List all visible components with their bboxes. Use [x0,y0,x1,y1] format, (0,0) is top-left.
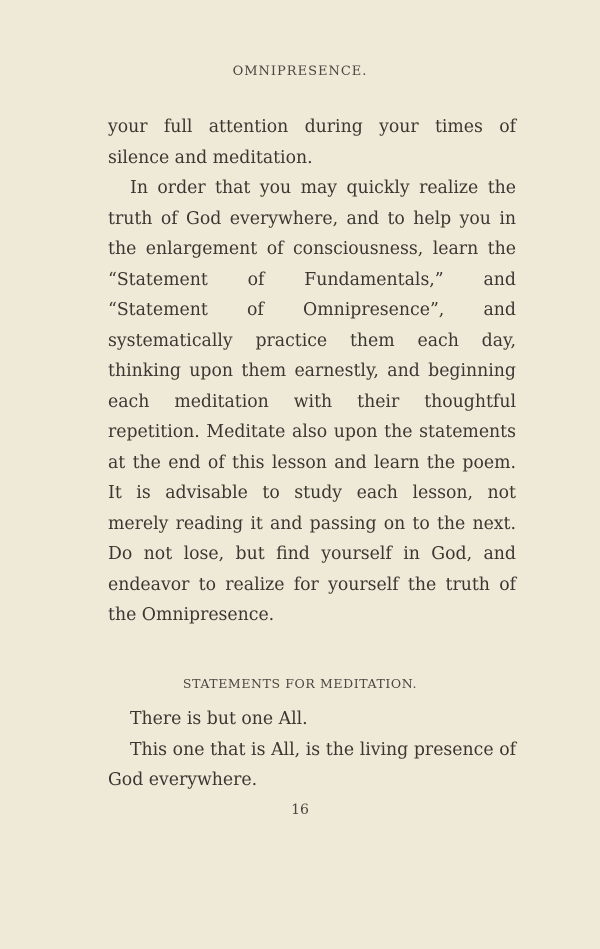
paragraph-instructions: In order that you may quickly realize the truth of God everywhere, and to help you in the enlargement of consciousness, learn the “Statement of Fundamentals,” and “Statement of Omnipresence”, and systematically practice them each day, thinking upon them earnestly, and beginning each meditation with their thoughtful repetition. Meditate also upon the statements at the end of this lesson and learn the poem. It is advisable to study each lesson, not merely reading it and passing on to the next. Do not lose, but find yourself in God, and endeavor to realize for yourself the truth of the Omnipresence. [108,178,516,625]
paragraph-continuation: your full attention during your times of silence and meditation. [108,117,516,168]
running-head: OMNIPRESENCE. [232,64,368,79]
statement-item: This one that is All, is the living presence of God everywhere. [108,739,516,790]
body-text [108,112,516,631]
section-heading: STATEMENTS FOR MEDITATION. [182,676,418,691]
statement-item: There is but one All. [130,709,308,729]
statements-list [108,704,516,796]
page-number: 16 [291,802,309,818]
